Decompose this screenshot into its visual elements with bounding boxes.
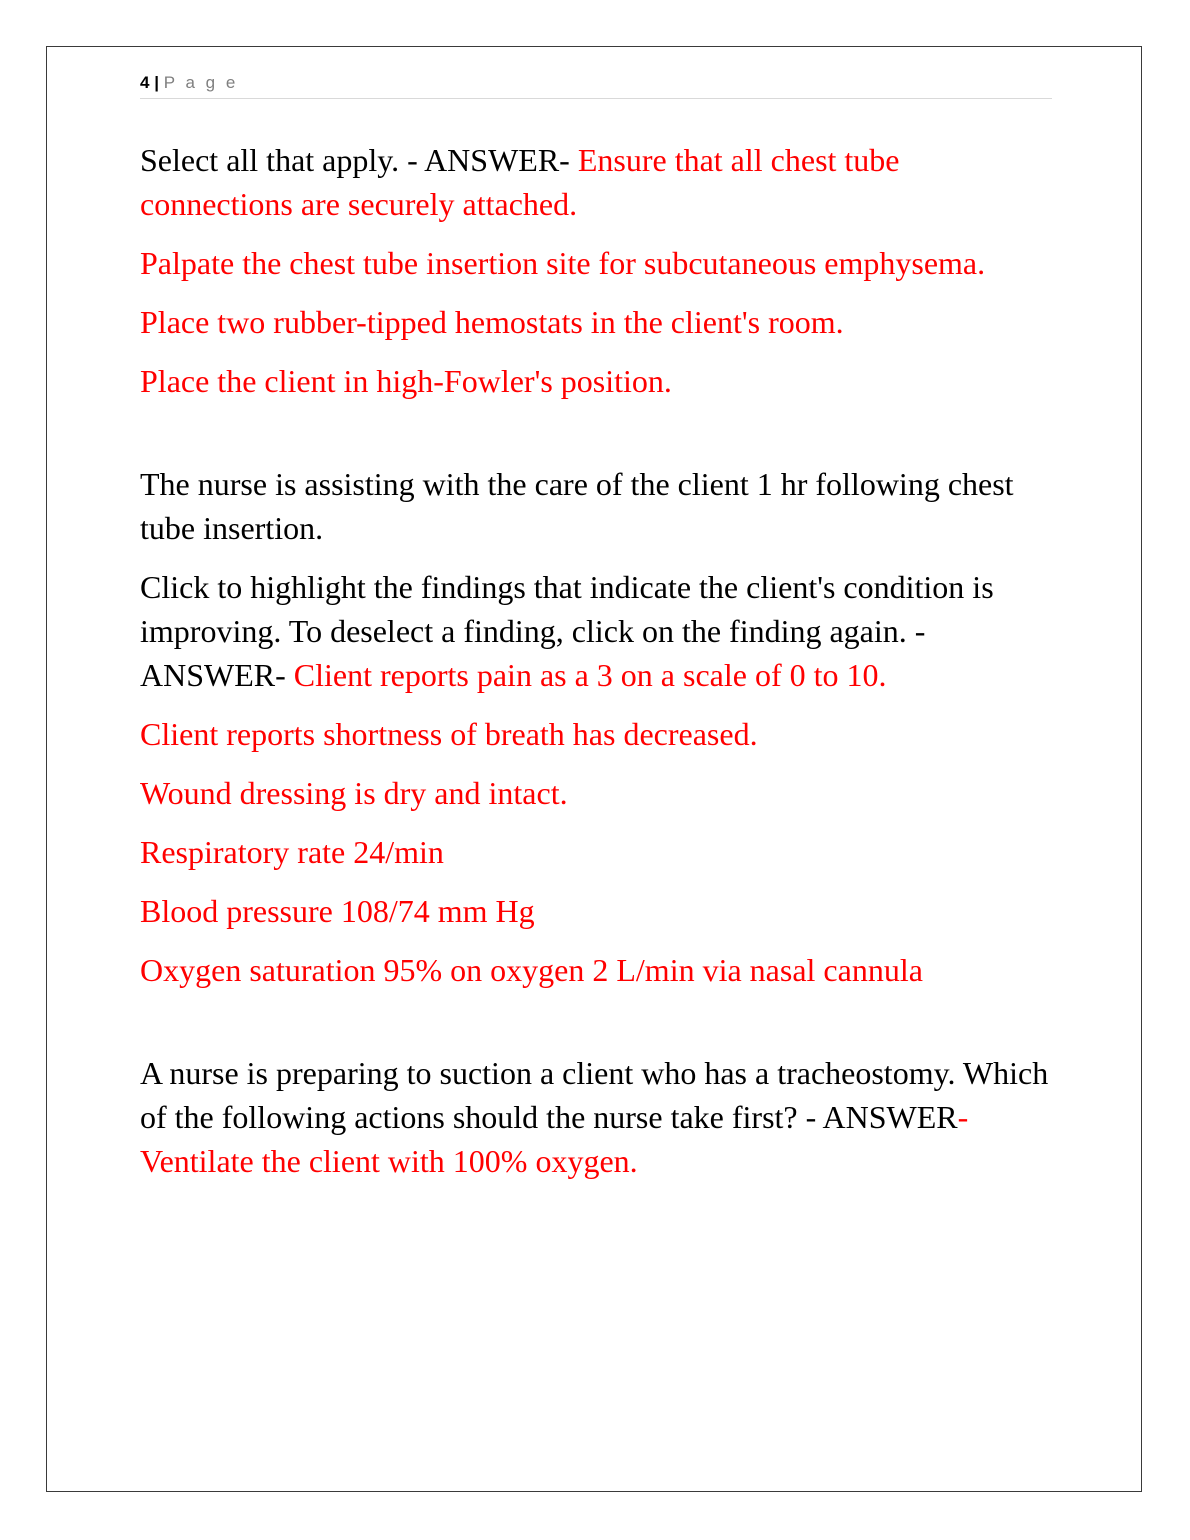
question-2-answer-5: Blood pressure 108/74 mm Hg: [140, 893, 535, 929]
question-2-answer-1: Client reports pain as a 3 on a scale of 0 to 10.: [293, 657, 887, 693]
question-1-answer-4: Place the client in high-Fowler's position.: [140, 363, 672, 399]
question-2-answer-2: Client reports shortness of breath has decreased.: [140, 716, 758, 752]
page-label: P a g e: [163, 73, 239, 92]
question-2-prompt: Click to highlight the findings that indicate the client's condition is improving. To deselect a finding, click on the finding again. - ANSWER-: [140, 569, 994, 693]
document-body: [140, 138, 1052, 1198]
question-1-answer-2: Palpate the chest tube insertion site for subcutaneous emphysema.: [140, 245, 986, 281]
question-1: [140, 138, 1052, 226]
page-header: [140, 72, 1052, 99]
question-3: [140, 1051, 1052, 1183]
question-1-prompt: Select all that apply. - ANSWER-: [140, 142, 570, 178]
spacer: [140, 1007, 1052, 1051]
question-2-answer-4: Respiratory rate 24/min: [140, 834, 444, 870]
question-1-answer-3: Place two rubber-tipped hemostats in the client's room.: [140, 304, 844, 340]
header-separator: |: [154, 73, 159, 92]
spacer: [140, 418, 1052, 462]
question-2-intro: The nurse is assisting with the care of the client 1 hr following chest tube insertion.: [140, 466, 1014, 546]
page-number: 4: [140, 73, 150, 92]
question-2-answer-6: Oxygen saturation 95% on oxygen 2 L/min via nasal cannula: [140, 952, 923, 988]
question-3-prompt: A nurse is preparing to suction a client who has a tracheostomy. Which of the following actions should the nurse take first? - ANSWER: [140, 1055, 1049, 1135]
question-3-answer: - Ventilate the client with 100% oxygen.: [140, 1099, 969, 1179]
question-2: [140, 565, 1052, 697]
question-2-answer-3: Wound dressing is dry and intact.: [140, 775, 568, 811]
question-1-answer-1: Ensure that all chest tube connections are securely attached.: [140, 142, 900, 222]
